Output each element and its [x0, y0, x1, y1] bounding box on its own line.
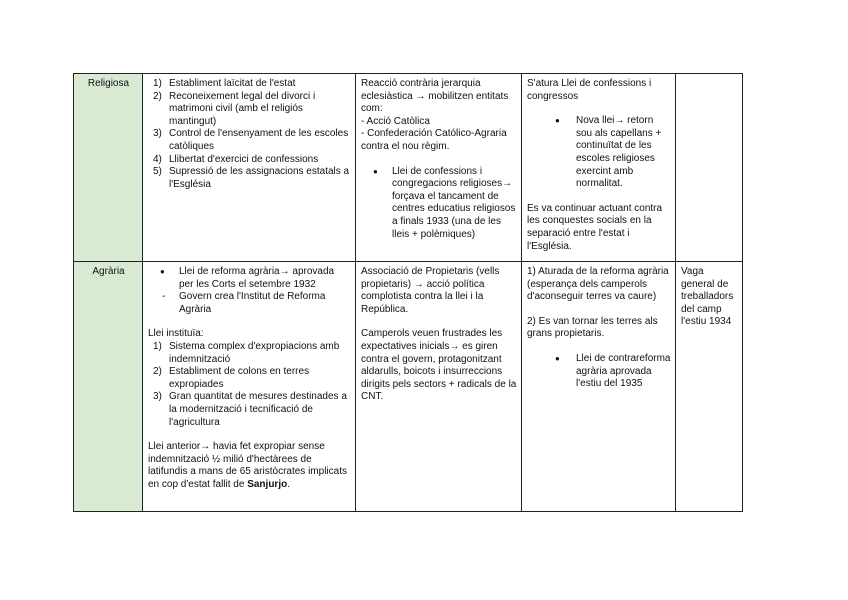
- numbered-list: [148, 341, 351, 429]
- list-item-text: Llibertat d'exercici de confessions: [169, 153, 319, 165]
- list-item: [153, 78, 351, 91]
- list-number: 1): [153, 340, 162, 352]
- dash-marker: -: [162, 291, 166, 303]
- bullet-list: [527, 353, 671, 391]
- list-number: 4): [153, 153, 162, 165]
- cell-religiosa-measures: [143, 74, 356, 262]
- list-number: 1): [153, 78, 162, 89]
- list-item-text: Supressió de les assignacions estatals a l'Església: [169, 166, 350, 190]
- paragraph: Reacció contrària jerarquia eclesiàstica → mobilitzen entitats com:: [361, 78, 509, 115]
- table-row-agraria: [74, 262, 743, 512]
- bullet-icon: ●: [160, 267, 165, 276]
- paragraph-text: .: [287, 478, 290, 490]
- list-item: [148, 266, 351, 291]
- table-row-religiosa: [74, 74, 743, 262]
- paragraph: - Confederación Católico-Agraria contra el nou règim.: [361, 128, 507, 152]
- list-item-text: Llei de reforma agrària→ aprovada per les Corts el setembre 1932: [179, 266, 335, 290]
- paragraph: 2) Es van tornar les terres als grans propietaris.: [527, 315, 658, 340]
- row-label-agraria: Agrària: [74, 262, 143, 512]
- list-item: [153, 154, 351, 167]
- list-item-text: Control de l'ensenyament de les escoles catòliques: [169, 128, 349, 152]
- list-item: [361, 166, 517, 242]
- paragraph: [148, 441, 351, 491]
- list-number: 2): [153, 366, 162, 378]
- bold-name: Sanjurjo: [247, 478, 288, 490]
- list-item-text: Nova llei→ retorn sou als capellans + continuïtat de les escoles religioses exercint amb normalitat.: [576, 115, 662, 190]
- bullet-icon: ●: [555, 116, 560, 126]
- cell-agraria-reaction: [356, 262, 522, 512]
- cell-agraria-extra: Vaga general de treballadors del camp l'estiu 1934: [676, 262, 743, 512]
- list-number: 3): [153, 391, 162, 403]
- list-item-text: Govern crea l'Institut de Reforma Agrària: [179, 291, 326, 315]
- list-item: [153, 366, 351, 391]
- row-label-religiosa: Religiosa: [74, 74, 143, 262]
- cell-religiosa-reaction: [356, 74, 522, 262]
- history-table: [73, 73, 743, 512]
- list-item: [527, 353, 671, 391]
- cell-agraria-consequence: [522, 262, 676, 512]
- list-item-text: Sistema complex d'expropiacions amb indemnització: [169, 340, 340, 365]
- bullet-list: [148, 266, 351, 291]
- paragraph: Es va continuar actuant contra les conquestes socials en la separació entre l'estat i l'Església.: [527, 202, 663, 252]
- list-item: [148, 291, 351, 316]
- list-item: [153, 128, 351, 153]
- list-item-text: Establiment de colons en terres expropiades: [169, 366, 310, 390]
- list-item: [527, 115, 671, 191]
- paragraph: 1) Aturada de la reforma agrària (esperança dels camperols d'aconseguir terres va caure): [527, 266, 669, 303]
- list-item-text: Llei de contrareforma agrària aprovada l'estiu del 1935: [576, 352, 671, 390]
- list-item: [153, 341, 351, 366]
- list-item: [153, 91, 351, 129]
- paragraph-text: Llei anterior→ havia fet expropiar sense indemnització ½ milió d'hectàrees de latifundis a mans de 65 aristòcrates implicats en cop d'estat fallit de: [148, 441, 347, 490]
- list-item-text: Reconeixement legal del divorci i matrimoni civil (amb el religiós mantingut): [169, 90, 316, 127]
- list-number: 5): [153, 166, 162, 178]
- bullet-icon: ●: [555, 353, 560, 363]
- list-number: 3): [153, 128, 162, 140]
- list-number: 2): [153, 90, 162, 102]
- paragraph: - Acció Catòlica: [361, 115, 430, 127]
- cell-agraria-measures: [143, 262, 356, 512]
- cell-religiosa-extra: [676, 74, 743, 262]
- bullet-list: [527, 115, 671, 191]
- bullet-icon: ●: [373, 166, 378, 176]
- paragraph: Associació de Propietaris (vells propietaris) → acció política complotista contra la llei i la República.: [361, 266, 500, 315]
- numbered-list: [148, 78, 351, 191]
- paragraph: S'atura Llei de confessions i congressos: [527, 78, 652, 102]
- list-item-text: Establiment laïcitat de l'estat: [169, 78, 296, 89]
- paragraph: Camperols veuen frustrades les expectatives inicials→ es giren contra el govern, protagonitzant aldarulls, boicots i insurreccions dirigits pels sectors + radicals de la CNT.: [361, 328, 517, 403]
- paragraph: Llei instituïa:: [148, 328, 204, 340]
- cell-religiosa-consequence: [522, 74, 676, 262]
- list-item: [153, 391, 351, 429]
- list-item-text: Gran quantitat de mesures destinades a la modernització i tecnificació de l'agricultura: [169, 391, 347, 428]
- list-item: [153, 166, 351, 191]
- list-item-text: Llei de confessions i congregacions religioses→ forçava el tancament de centres educatius religiosos a finals 1933 (una de les lleis + polèmiques): [392, 165, 516, 240]
- bullet-list: [361, 166, 517, 242]
- dash-list: [148, 291, 351, 316]
